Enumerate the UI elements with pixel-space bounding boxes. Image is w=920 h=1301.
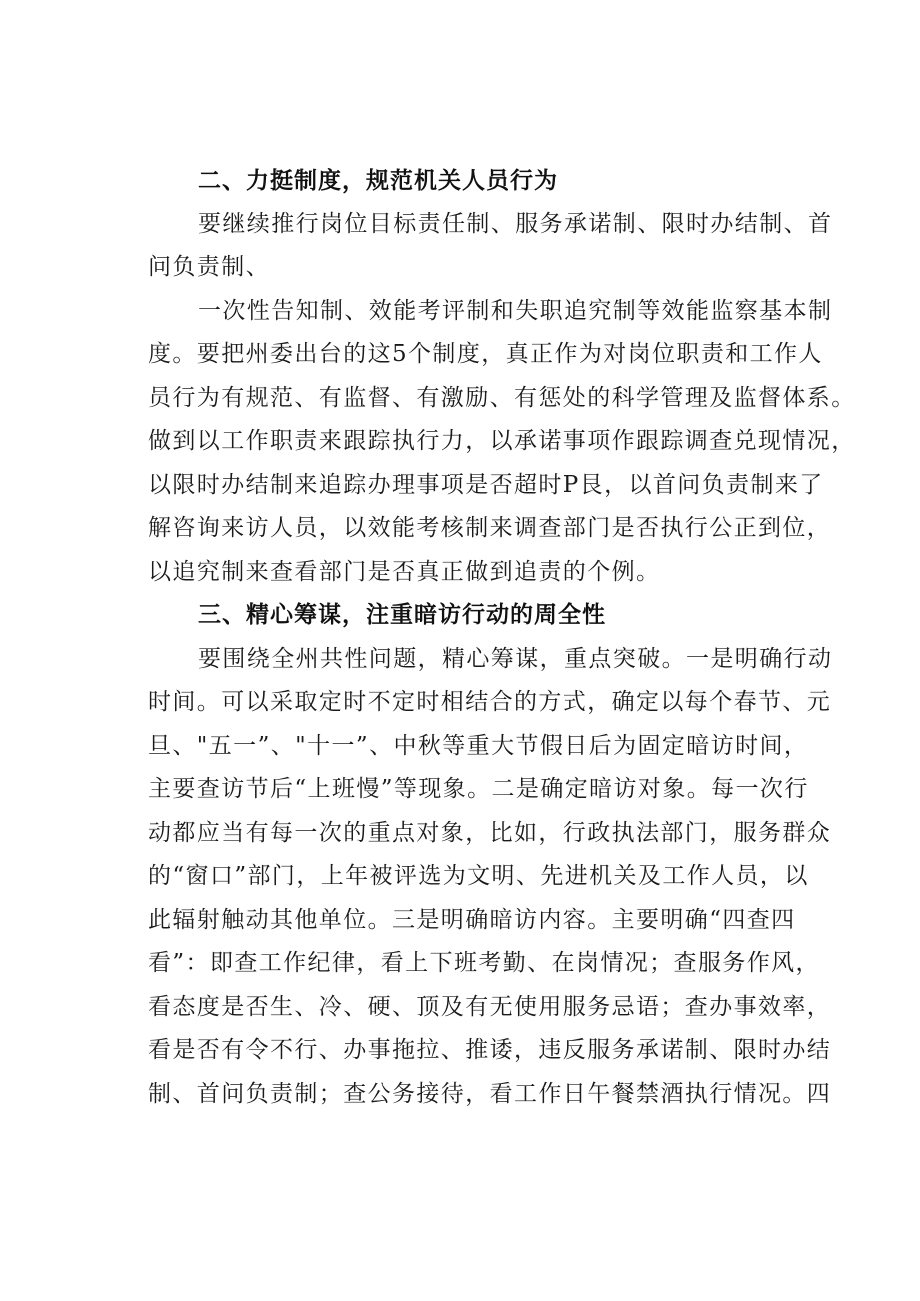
- paragraph-line: 看态度是否生、冷、硬、顶及有无使用服务忌语；查办事效率，: [148, 994, 832, 1020]
- section-heading-3: 三、精心筹谋，注重暗访行动的周全性: [198, 602, 606, 628]
- paragraph-line: 旦、"五一”、"十一”、中秋等重大节假日后为固定暗访时间，: [148, 733, 809, 759]
- paragraph-line: 此辐射触动其他单位。三是明确暗访内容。主要明确“四查四: [148, 907, 796, 933]
- paragraph-line: 要围绕全州共性问题，精心筹谋，重点突破。一是明确行动: [198, 646, 833, 672]
- paragraph-line: 一次性告知制、效能考评制和失职追究制等效能监察基本制: [198, 298, 833, 324]
- paragraph-line: 要继续推行岗位目标责任制、服务承诺制、限时办结制、首: [198, 211, 833, 237]
- paragraph-line: 问负责制、: [148, 254, 270, 280]
- paragraph-line: 制、首问负责制；查公务接待，看工作日午餐禁酒执行情况。四: [148, 1081, 832, 1107]
- paragraph-line: 度。要把州委出台的这5个制度，真正作为对岗位职责和工作人: [148, 341, 823, 367]
- paragraph-line: 以追究制来查看部门是否真正做到追责的个例。: [148, 559, 661, 585]
- paragraph-line: 主要查访节后“上班慢”等现象。二是确定暗访对象。每一次行: [148, 776, 809, 802]
- paragraph-line: 看”：即查工作纪律，看上下班考勤、在岗情况；查服务作风，: [148, 950, 820, 976]
- paragraph-line: 看是否有令不行、办事拖拉、推诿，违反服务承诺制、限时办结: [148, 1037, 832, 1063]
- paragraph-line: 做到以工作职责来跟踪执行力，以承诺事项作跟踪调查兑现情况，: [148, 428, 856, 454]
- paragraph-line: 以限时办结制来追踪办理事项是否超时P艮，以首问负责制来了: [148, 472, 824, 498]
- paragraph-line: 员行为有规范、有监督、有激励、有惩处的科学管理及监督体系。: [148, 385, 856, 411]
- paragraph-line: 解咨询来访人员，以效能考核制来调查部门是否执行公正到位，: [148, 515, 832, 541]
- paragraph-line: 动都应当有每一次的重点对象，比如，行政执法部门，服务群众: [148, 820, 832, 846]
- paragraph-line: 的“窗口”部门，上年被评选为文明、先进机关及工作人员，以: [148, 863, 809, 889]
- section-heading-2: 二、力挺制度，规范机关人员行为: [198, 168, 558, 194]
- paragraph-line: 时间。可以采取定时不定时相结合的方式，确定以每个春节、元: [148, 689, 832, 715]
